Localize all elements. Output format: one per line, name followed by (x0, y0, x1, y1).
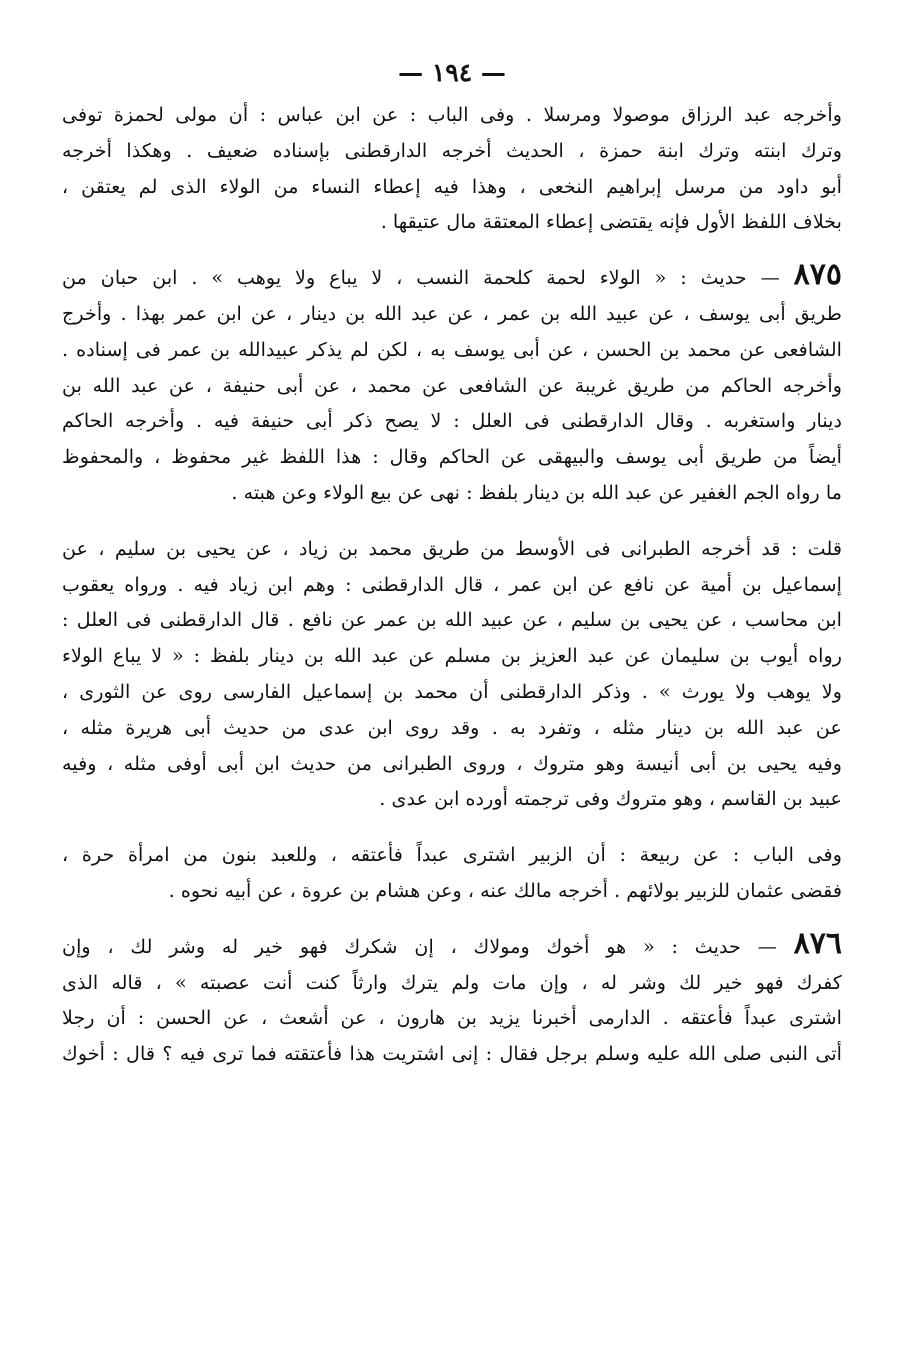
text-line: أيضاً من طريق أبى يوسف والبيهقى عن الحاكم وقال : هذا اللفظ غير محفوظ ، والمحفوظ (62, 445, 842, 469)
text-line: عبيد بن القاسم ، وهو متروك وفى ترجمته أورده ابن عدى . (379, 787, 842, 811)
text-line: وأخرجه عبد الرزاق موصولا ومرسلا . وفى الباب : عن ابن عباس : أن مولى لحمزة توفى (62, 103, 842, 126)
paragraph-3 (62, 531, 842, 817)
text-line: فقضى عثمان للزبير بولائهم . أخرجه مالك عنه ، وعن هشام بن عروة ، عن أبيه نحوه . (168, 878, 842, 902)
text-line: ولا يوهب ولا يورث » . وذكر الدارقطنى أن محمد بن إسماعيل الفارسى روى عن الثورى ، (62, 679, 842, 703)
text-line: كفرك فهو خير لك وشر له ، وإن مات ولم يترك وارثاً كنت أنت عصبته » ، قاله الذى (62, 970, 842, 994)
text-line: رواه أيوب بن سليمان عن عبد العزيز بن مسلم عن عبد الله بن دينار بلفظ : « لا يباع الولاء (62, 644, 842, 668)
text-line: أبو داود من مرسل إبراهيم النخعى ، وهذا فيه إعطاء النساء من الولاء الذى لم يعتقن ، (62, 174, 842, 198)
hadith-number: ٨٧٦ (793, 928, 842, 961)
text-line: إسماعيل بن أمية عن نافع عن ابن عمر ، قال الدارقطنى : وهم ابن زياد فيه . ورواه يعقوب (62, 572, 842, 596)
text-line: وأخرجه الحاكم من طريق غريبة عن الشافعى عن محمد ، عن أبى حنيفة ، عن عبد الله بن (62, 373, 842, 397)
text-line: عن عبد الله بن دينار مثله ، وتفرد به . وقد روى ابن عدى من حديث أبى هريرة مثله ، (62, 715, 842, 739)
text-line: أتى النبى صلى الله عليه وسلم برجل فقال : إنى اشتريت هذا فأعتقته فما ترى فيه ؟ قال : أخوك (62, 1042, 842, 1066)
text-line: وفيه يحيى بن أبى أنيسة وهو متروك ، وروى الطبرانى من حديث ابن أبى أوفى مثله ، وفيه (62, 751, 842, 775)
text-line: ابن محاسب ، عن يحيى بن سليم ، عن عبيد الله بن عمر عن نافع . قال الدارقطنى فى العلل : (62, 608, 842, 632)
book-page (62, 58, 842, 1072)
hadith-text: — حديث : « هو أخوك ومولاك ، إن شكرك فهو خير له وشر لك ، وإن (62, 934, 777, 958)
text-line: اشترى عبداً فأعتقه . الدارمى أخبرنا يزيد بن هارون ، عن أشعث ، عن الحسن : أن رجلا (62, 1006, 842, 1030)
paragraph-4 (62, 837, 842, 909)
text-line: دينار واستغربه . وقال الدارقطنى فى العلل : لا يصح ذكر أبى حنيفة فيه . وأخرجه الحاكم (62, 409, 842, 433)
text-line: وفى الباب : عن ربيعة : أن الزبير اشترى عبداً فأعتقه ، وللعبد بنون من امرأة حرة ، (62, 843, 842, 867)
text-line (62, 929, 842, 965)
text-line: وترك ابنته وترك ابنة حمزة ، الحديث أخرجه الدارقطنى بإسناده ضعيف . وهكذا أخرجه (62, 138, 842, 162)
hadith-875 (62, 260, 842, 511)
page-number: — ١٩٤ — (398, 58, 506, 87)
text-line (62, 260, 842, 296)
text-line: ما رواه الجم الغفير عن عبد الله بن دينار بلفظ : نهى عن بيع الولاء وعن هبته . (231, 480, 842, 504)
text-line: الشافعى عن محمد بن الحسن ، عن أبى يوسف به ، لكن لم يذكر عبيدالله بن عمر فى إسناده . (62, 337, 842, 361)
hadith-number: ٨٧٥ (793, 260, 842, 293)
text-line: طريق أبى يوسف ، عن عبيد الله بن عمر ، عن عبد الله بن دينار ، عن ابن عمر بهذا . وأخرج (62, 301, 842, 325)
text-line: قلت : قد أخرجه الطبرانى فى الأوسط من طريق محمد بن زياد ، عن يحيى بن سليم ، عن (62, 536, 842, 560)
text-line: بخلاف اللفظ الأول فإنه يقتضى إعطاء المعتقة مال عتيقها . (380, 210, 842, 234)
hadith-text: — حديث : « الولاء لحمة كلحمة النسب ، لا يباع ولا يوهب » . ابن حبان من (62, 266, 780, 290)
hadith-876 (62, 929, 842, 1072)
paragraph-1 (62, 97, 842, 240)
